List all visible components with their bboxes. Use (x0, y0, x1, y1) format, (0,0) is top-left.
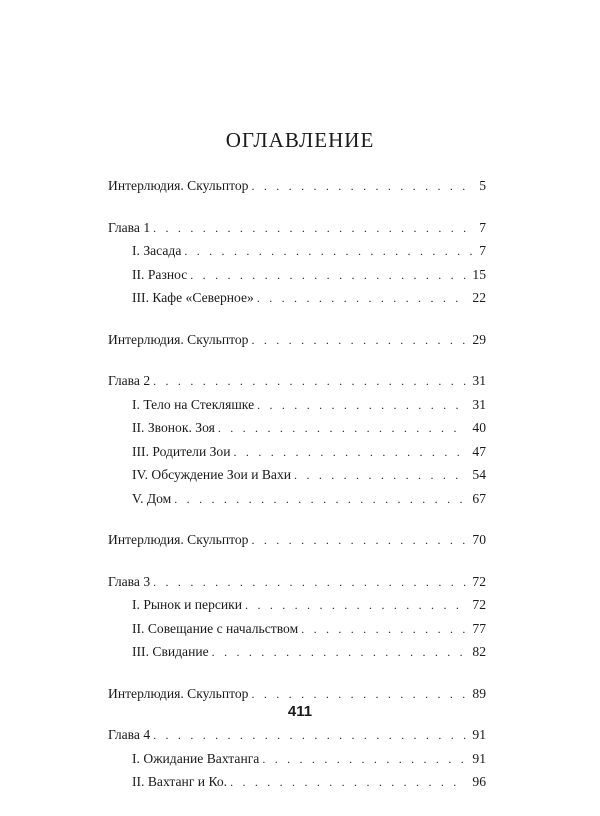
dot-leader (153, 221, 473, 236)
dot-leader (257, 291, 467, 306)
toc-entry-page: 91 (472, 727, 486, 742)
toc-entry-page: 54 (472, 467, 486, 482)
toc-entry-page: 47 (472, 443, 486, 459)
dot-leader (251, 533, 466, 548)
toc-entry-page: 7 (479, 243, 486, 258)
toc-entry (108, 178, 486, 202)
toc-entry-title: I. Рынок и персики (132, 597, 243, 612)
dot-leader (184, 244, 473, 259)
toc-entry-title: II. Вахтанг и Ко. (132, 774, 228, 789)
toc-entry-title: II. Совещание с начальством (132, 620, 299, 636)
toc-entry-page: 70 (472, 532, 486, 547)
dot-leader (153, 575, 466, 590)
toc-entry-page: 72 (472, 573, 486, 589)
toc-entry-title: V. Дом (132, 490, 172, 506)
toc-entry-page: 91 (472, 750, 486, 766)
toc-subentry (108, 467, 486, 491)
toc-group (108, 532, 486, 556)
toc-entry-title: Интерлюдия. Скульптор (108, 178, 249, 193)
toc-entry-title: IV. Обсуждение Зои и Вахи (132, 467, 292, 482)
dot-leader (262, 752, 466, 767)
toc-entry (108, 574, 486, 598)
toc-entry-page: 89 (472, 685, 486, 701)
dot-leader (301, 622, 466, 637)
toc-subentry (108, 644, 486, 668)
toc-subentry (108, 444, 486, 468)
toc-entry-title: III. Свидание (132, 644, 209, 659)
toc-subentry (108, 420, 486, 444)
toc-group (108, 178, 486, 202)
dot-leader (230, 775, 466, 790)
toc-entry-page: 96 (472, 774, 486, 789)
toc-entry (108, 727, 486, 751)
dot-leader (234, 445, 467, 460)
toc-entry-page: 31 (472, 396, 486, 412)
toc-subentry (108, 597, 486, 621)
toc-subentry (108, 751, 486, 775)
toc-group (108, 332, 486, 356)
toc-entry-title: III. Родители Зои (132, 443, 231, 459)
toc-entry (108, 373, 486, 397)
dot-leader (257, 398, 466, 413)
toc-entry-title: I. Тело на Стекляшке (132, 396, 255, 412)
page-title: ОГЛАВЛЕНИЕ (225, 128, 375, 152)
toc-entry (108, 532, 486, 556)
toc-entry-title: Глава 2 (108, 373, 151, 388)
toc-entry-page: 77 (472, 620, 486, 636)
dot-leader (245, 598, 466, 613)
toc-subentry (108, 397, 486, 421)
dot-leader (153, 374, 466, 389)
toc-entry-title: III. Кафе «Северное» (132, 290, 254, 305)
toc-entry-title: I. Засада (132, 243, 182, 258)
toc-subentry (108, 491, 486, 515)
toc-entry-title: Глава 1 (108, 219, 151, 235)
dot-leader (218, 421, 467, 436)
toc-entry-title: Глава 4 (108, 727, 151, 742)
toc-group (108, 727, 486, 798)
toc-entry-page: 29 (472, 331, 486, 347)
toc-entry-title: II. Разнос (132, 266, 188, 282)
toc-entry-page: 82 (472, 644, 486, 659)
toc-group (108, 574, 486, 668)
toc-entry-title: II. Звонок. Зоя (132, 420, 215, 435)
toc-entry-title: I. Ожидание Вахтанга (132, 750, 260, 766)
toc-entry-page: 31 (472, 373, 486, 388)
dot-leader (153, 728, 466, 743)
toc-subentry (108, 621, 486, 645)
toc-entry-page: 22 (472, 290, 486, 305)
dot-leader (294, 468, 466, 483)
toc-entry-page: 7 (479, 219, 486, 235)
dot-leader (251, 333, 466, 348)
toc-subentry (108, 290, 486, 314)
dot-leader (251, 687, 466, 702)
toc-entry-page: 72 (472, 597, 486, 612)
toc-entry-page: 5 (479, 178, 486, 193)
toc-subentry (108, 267, 486, 291)
dot-leader (190, 268, 466, 283)
toc-entry-title: Глава 3 (108, 573, 151, 589)
toc-entry-title: Интерлюдия. Скульптор (108, 685, 249, 701)
toc-entry-title: Интерлюдия. Скульптор (108, 532, 249, 547)
toc-entry (108, 220, 486, 244)
page-number: 411 (287, 703, 313, 720)
toc-entry (108, 332, 486, 356)
toc-subentry (108, 243, 486, 267)
toc-entry-page: 67 (472, 490, 486, 506)
dot-leader (212, 645, 467, 660)
toc-entry-title: Интерлюдия. Скульптор (108, 331, 249, 347)
toc-group (108, 220, 486, 314)
toc-entry-page: 40 (472, 420, 486, 435)
toc-group (108, 373, 486, 514)
dot-leader (251, 179, 473, 194)
toc-subentry (108, 774, 486, 798)
dot-leader (174, 492, 466, 507)
toc-entry-page: 15 (472, 266, 486, 282)
